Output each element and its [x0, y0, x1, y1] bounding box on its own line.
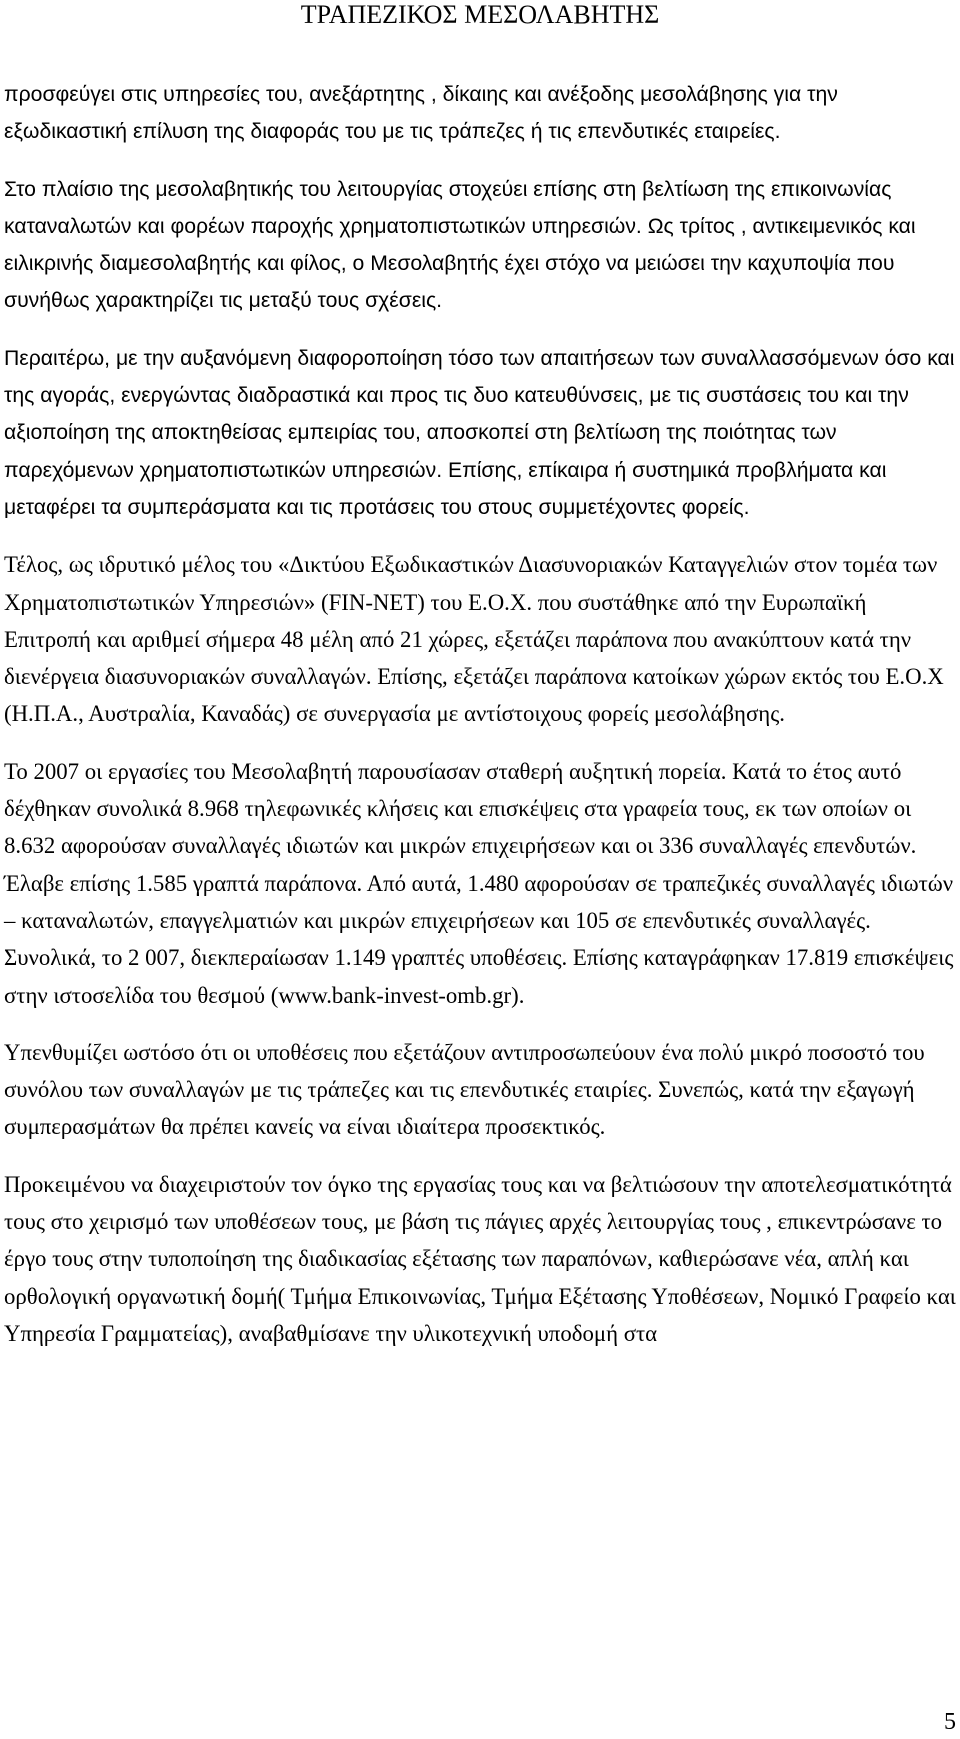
page-header-title: ΤΡΑΠΕΖΙΚΟΣ ΜΕΣΟΛΑΒΗΤΗΣ	[300, 0, 660, 29]
paragraph-3: Περαιτέρω, με την αυξανόμενη διαφοροποίηση τόσο των απαιτήσεων των συναλλασσόμενων όσο και της αγοράς, ενεργώντας διαδραστικά και προς τις δυο κατευθύνσεις, με τις συστάσεις του και την αξιοποίηση της αποκτηθείσας εμπειρίας του, αποσκοπεί στη βελτίωση της ποιότητας των παρεχόμενων χρηματοπιστωτικών υπηρεσιών. Επίσης, επίκαιρα ή συστημικά προβλήματα και μεταφέρει τα συμπεράσματα και τις προτάσεις του στους συμμετέχοντες φορείς.	[4, 346, 955, 519]
paragraph-4: Τέλος, ως ιδρυτικό μέλος του «Δικτύου Εξωδικαστικών Διασυνοριακών Καταγγελιών στον τομέα των Χρηματοπιστωτικών Υπηρεσιών» (FIN-NET) του Ε.Ο.Χ. που συστάθηκε από την Ευρωπαϊκή Επιτροπή και αριθμεί σήμερα 48 μέλη από 21 χώρες, εξετάζει παράπονα που ανακύπτουν κατά την διενέργεια διασυνοριακών συναλλαγών. Επίσης, εξετάζει παράπονα κατοίκων χώρων εκτός του Ε.Ο.Χ (Η.Π.Α., Αυστραλία, Καναδάς) σε συνεργασία με αντίστοιχους φορείς μεσολάβησης.	[4, 552, 944, 727]
document-body	[4, 76, 956, 1372]
page-number: 5	[944, 1709, 956, 1735]
paragraph-7: Προκειμένου να διαχειριστούν τον όγκο της εργασίας τους και να βελτιώσουν την αποτελεσματικότητά τους στο χειρισμό των υποθέσεων τους, με βάση τις πάγιες αρχές λειτουργίας τους , επικεντρώσανε το έργο τους στην τυποποίηση της διαδικασίας εξέτασης των παραπόνων, καθιερώσανε νέα, απλή και ορθολογική οργανωτική δομή( Τμήμα Επικοινωνίας, Τμήμα Εξέτασης Υποθέσεων, Νομικό Γραφείο και Υπηρεσία Γραμματείας), αναβαθμίσανε την υλικοτεχνική υποδομή στα	[4, 1171, 956, 1346]
paragraph-5: Το 2007 οι εργασίες του Μεσολαβητή παρουσίασαν σταθερή αυξητική πορεία. Κατά το έτος αυτό δέχθηκαν συνολικά 8.968 τηλεφωνικές κλήσεις και επισκέψεις στα γραφεία τους, εκ των οποίων οι 8.632 αφορούσαν συναλλαγές ιδιωτών και μικρών επιχειρήσεων και οι 336 συναλλαγές επενδυτών. Έλαβε επίσης 1.585 γραπτά παράπονα. Από αυτά, 1.480 αφορούσαν σε τραπεζικές συναλλαγές ιδιωτών – καταναλωτών, επαγγελματιών και μικρών επιχειρήσεων και 105 σε επενδυτικές συναλλαγές. Συνολικά, το 2 007, διεκπεραίωσαν 1.149 γραπτές υποθέσεις. Επίσης καταγράφηκαν 17.819 επισκέψεις στην ιστοσελίδα του θεσμού (www.bank-invest-omb.gr).	[4, 758, 954, 1008]
paragraph-1: προσφεύγει στις υπηρεσίες του, ανεξάρτητης , δίκαιης και ανέξοδης μεσολάβησης για την εξωδικαστική επίλυση της διαφοράς του με τις τράπεζες ή τις επενδυτικές εταιρείες.	[4, 83, 838, 144]
paragraph-2: Στο πλαίσιο της μεσολαβητικής του λειτουργίας στοχεύει επίσης στη βελτίωση της επικοινωνίας καταναλωτών και φορέων παροχής χρηματοπιστωτικών υπηρεσιών. Ως τρίτος , αντικειμενικός και ειλικρινής διαμεσολαβητής και φίλος, ο Μεσολαβητής έχει στόχο να μειώσει την καχυποψία που συνήθως χαρακτηρίζει τις μεταξύ τους σχέσεις.	[4, 177, 916, 313]
paragraph-6: Υπενθυμίζει ωστόσο ότι οι υποθέσεις που εξετάζουν αντιπροσωπεύουν ένα πολύ μικρό ποσοστό του συνόλου των συναλλαγών με τις τράπεζες και τις επενδυτικές εταιρίες. Συνεπώς, κατά την εξαγωγή συμπερασμάτων θα πρέπει κανείς να είναι ιδιαίτερα προσεκτικός.	[4, 1039, 925, 1140]
